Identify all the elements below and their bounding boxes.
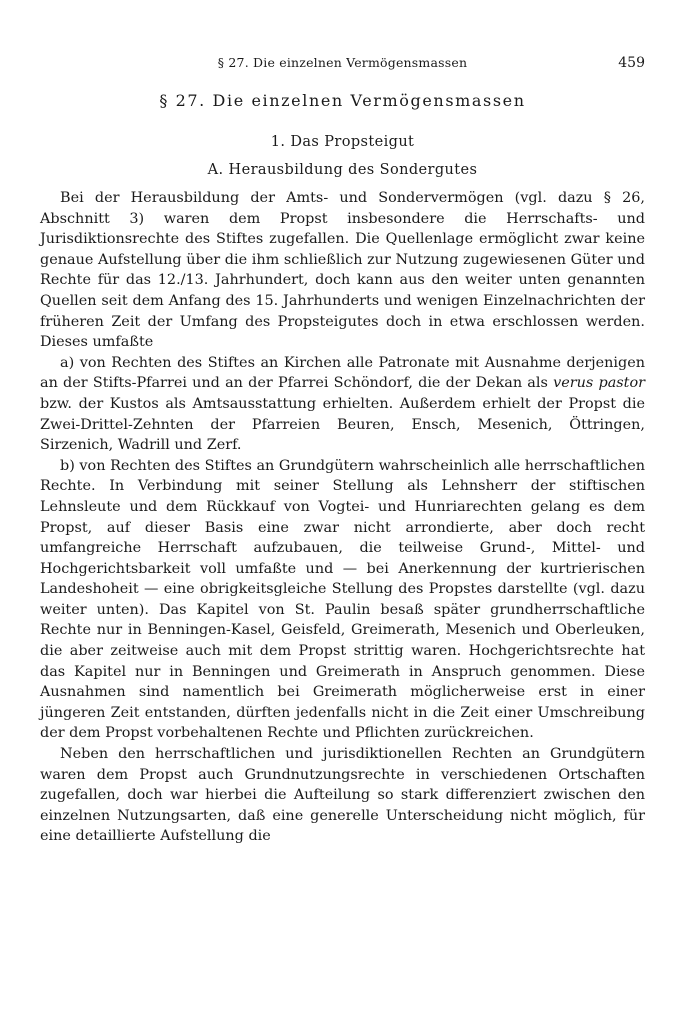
- paragraph-a: [40, 353, 645, 456]
- paragraph-b: b) von Rechten des Stiftes an Grundgütern wahrscheinlich alle herrschaftlichen Rechte. In Verbindung mit seiner Stellung als Lehnsherr der stiftischen Lehnsleute und dem Rückkauf von Vogtei- und Hunriarechten gelang es dem Propst, auf dieser Basis eine zwar nicht arrondierte, aber doch recht umfangreiche Herrschaft aufzubauen, die teilweise Grund-, Mittel- und Hochgerichtsbarkeit voll umfaßte und — bei Anerkennung der kurtrierischen Landeshoheit — eine obrigkeitsgleiche Stellung des Propstes darstellte (vgl. dazu weiter unten). Das Kapitel von St. Paulin besaß später grundherrschaftliche Rechte nur in Benningen-Kasel, Geisfeld, Greimerath, Mesenich und Oberleuken, die aber zeitweise auch mit dem Propst strittig waren. Hochgerichtsrechte hat das Kapitel nur in Benningen und Greimerath in Anspruch genommen. Diese Ausnahmen sind namentlich bei Greimerath möglicherweise erst in einer jüngeren Zeit entstanden, dürften jedenfalls nicht in die Zeit einer Umschreibung der dem Propst vorbehaltenen Rechte und Pflichten zurückreichen.: [40, 457, 645, 742]
- body-text: [40, 188, 645, 847]
- subsubsection-heading: A. Herausbildung des Sondergutes: [207, 162, 478, 178]
- paragraph-a-italic: verus pastor: [553, 375, 645, 392]
- section-title: § 27. Die einzelnen Vermögensmassen: [159, 91, 526, 110]
- subsection-heading: 1. Das Propsteigut: [270, 134, 415, 150]
- paragraph-grundnutzung: Neben den herrschaftlichen und jurisdiktionellen Rechten an Grundgütern waren dem Propst auch Grundnutzungsrechte in verschiedenen Ortschaften zugefallen, doch war hierbei die Aufteilung so stark differenziert zwischen den einzelnen Nutzungsarten, daß eine generelle Unterscheidung nicht möglich, für eine detaillierte Aufstellung die: [40, 746, 645, 845]
- page-number: 459: [618, 55, 645, 71]
- paragraph-intro: Bei der Herausbildung der Amts- und Sondervermögen (vgl. dazu § 26, Abschnitt 3) waren dem Propst insbesondere die Herrschafts- und Jurisdiktionsrechte des Stiftes zugefallen. Die Quellenlage ermöglicht zwar keine genaue Aufstellung über die ihm schließlich zur Nutzung zugewiesenen Güter und Rechte für das 12./13. Jahrhundert, doch kann aus den weiter unten genannten Quellen seit dem Anfang des 15. Jahrhunderts und wenigen Einzelnachrichten der früheren Zeit der Umfang des Propsteigutes doch in etwa erschlossen werden. Dieses umfaßte: [40, 190, 645, 351]
- paragraph-a-text-1: a) von Rechten des Stiftes an Kirchen alle Patronate mit Ausnahme derjenigen an der Stifts-Pfarrei und an der Pfarrei Schöndorf, die der Dekan als: [40, 354, 645, 392]
- paragraph-a-text-2: bzw. der Kustos als Amtsausstattung erhielten. Außerdem erhielt der Propst die Zwei-Drittel-Zehnten der Pfarreien Beuren, Ensch, Mesenich, Öttringen, Sirzenich, Wadrill und Zerf.: [40, 395, 645, 454]
- running-title: § 27. Die einzelnen Vermögensmassen: [217, 55, 468, 70]
